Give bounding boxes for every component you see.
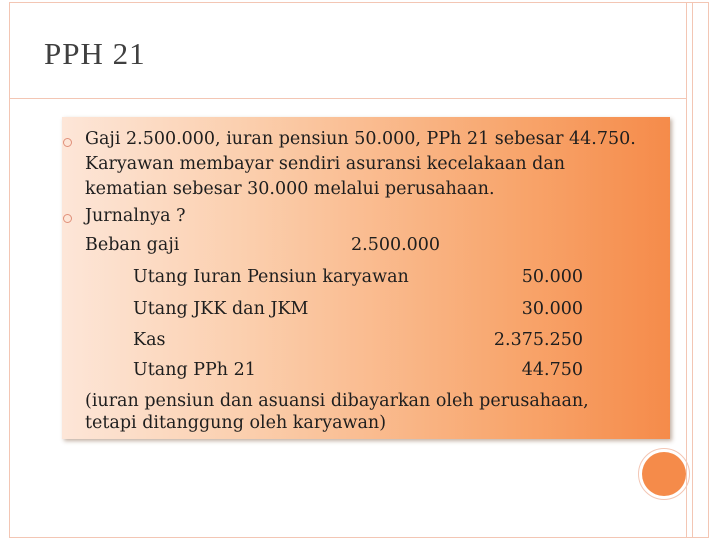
decorative-circle <box>642 452 686 496</box>
bullet-icon <box>63 138 72 147</box>
journal-credit-account: Utang JKK dan JKM <box>133 299 309 319</box>
bullet-icon <box>63 214 72 223</box>
journal-credit-amount: 44.750 <box>521 360 583 380</box>
journal-debit-account: Beban gaji <box>85 235 180 255</box>
journal-credit-amount: 30.000 <box>521 299 583 319</box>
journal-note-line: tetapi ditanggung oleh karyawan) <box>85 413 387 433</box>
bullet-text-line: kematian sebesar 30.000 melalui perusahaan. <box>85 179 495 199</box>
title-divider <box>9 98 686 99</box>
journal-note-line: (iuran pensiun dan asuansi dibayarkan oleh perusahaan, <box>85 391 589 411</box>
journal-debit-amount: 2.500.000 <box>351 235 441 255</box>
bullet-text-line: Karyawan membayar sendiri asuransi kecelakaan dan <box>85 154 566 174</box>
journal-credit-account: Kas <box>133 330 166 350</box>
bullet-text-line: Jurnalnya ? <box>85 206 186 226</box>
journal-credit-amount: 2.375.250 <box>493 330 583 350</box>
slide-title: PPH 21 <box>44 36 146 71</box>
journal-credit-account: Utang PPh 21 <box>133 360 256 380</box>
journal-credit-amount: 50.000 <box>521 267 583 287</box>
side-bar-line <box>692 2 693 538</box>
journal-credit-account: Utang Iuran Pensiun karyawan <box>133 267 409 287</box>
slide-side-bar <box>686 2 709 538</box>
bullet-text-line: Gaji 2.500.000, iuran pensiun 50.000, PPh 21 sebesar 44.750. <box>85 129 636 149</box>
